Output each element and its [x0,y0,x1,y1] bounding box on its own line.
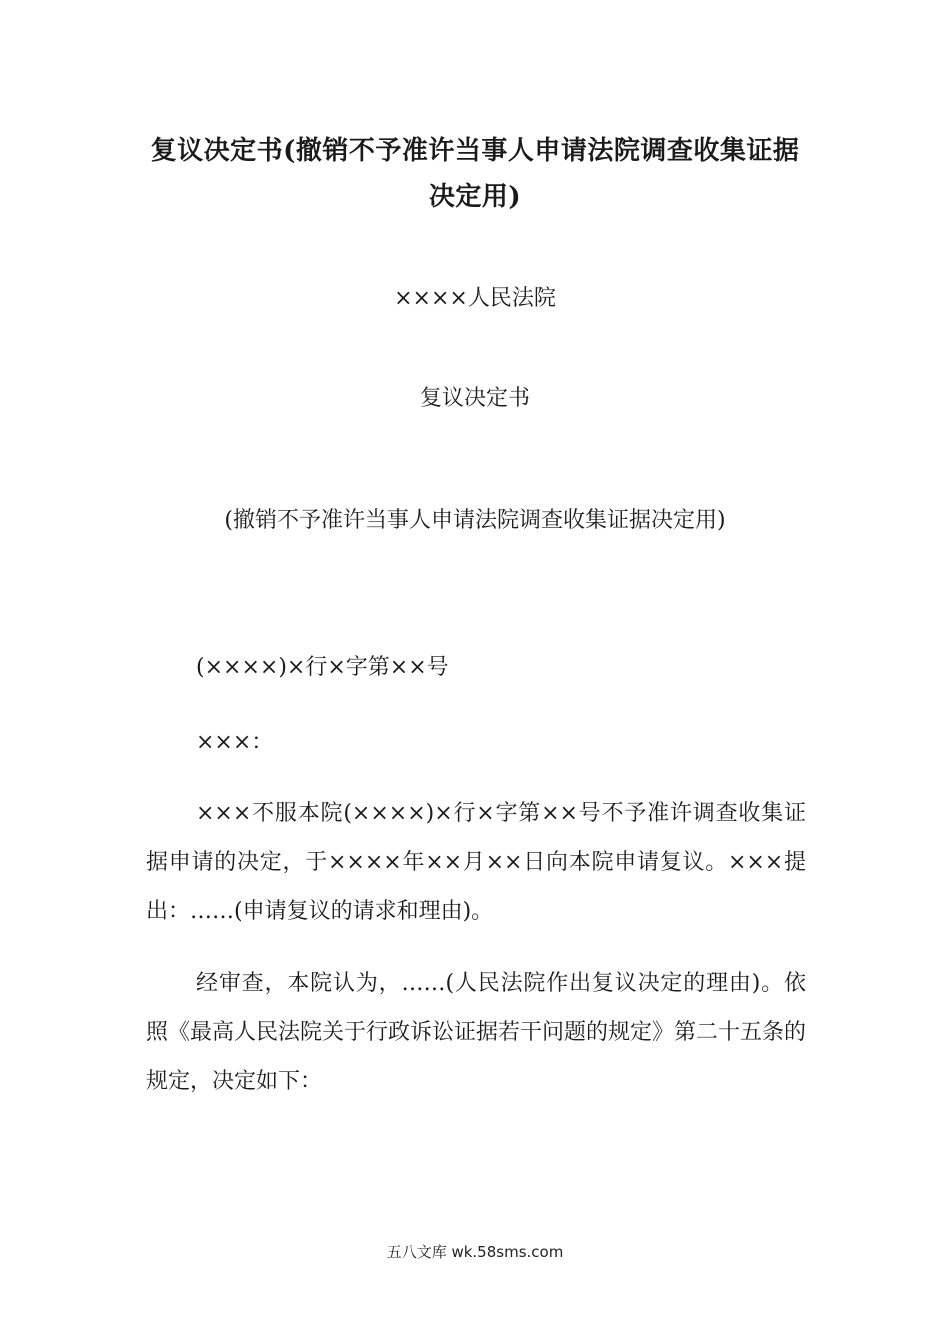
document-type: 复议决定书 [419,386,530,411]
case-number: (××××)×行×字第××号 [196,655,449,680]
addressee: ×××： [196,730,274,755]
body-paragraph: ×××不服本院(××××)×行×字第××号不予准许调查收集证据申请的决定，于××××年××月××日向本院申请复议。×××提出：……(申请复议的请求和理由)。 [146,801,806,924]
document-subtitle: (撤销不予准许当事人申请法院调查收集证据决定用) [224,508,726,533]
body-paragraph: 经审查，本院认为，……(人民法院作出复议决定的理由)。依照《最高人民法院关于行政诉讼证据若干问题的规定》第二十五条的规定，决定如下： [146,971,807,1094]
document-title: 复议决定书(撤销不予准许当事人申请法院调查收集证据决定用) [150,136,800,212]
court-name: ××××人民法院 [394,286,556,311]
footer-watermark: 五八文库 wk.58sms.com [386,1243,564,1261]
